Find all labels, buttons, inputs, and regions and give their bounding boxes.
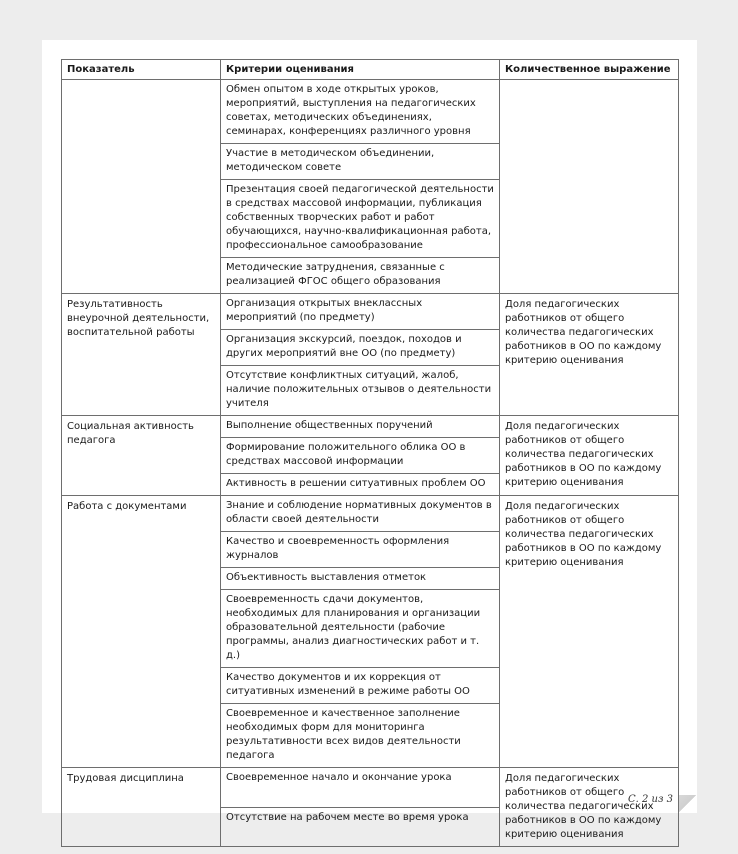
criterion-cell: Своевременное начало и окончание урока bbox=[221, 768, 500, 808]
quantity-cell: Доля педагогических работников от общего количества педагогических работников в ОО по каждому критерию оценивания bbox=[500, 416, 679, 496]
indicator-cell: Результативность внеурочной деятельности, воспитательной работы bbox=[62, 294, 221, 416]
indicator-cell: Трудовая дисциплина bbox=[62, 768, 221, 847]
table-row bbox=[62, 294, 679, 330]
indicator-cell bbox=[62, 80, 221, 294]
page-number: С. 2 из 3 bbox=[628, 794, 673, 805]
table-row bbox=[62, 768, 679, 808]
header-indicator: Показатель bbox=[62, 60, 221, 80]
criterion-cell: Качество и своевременность оформления журналов bbox=[221, 532, 500, 568]
criterion-cell: Отсутствие конфликтных ситуаций, жалоб, наличие положительных отзывов о деятельности учителя bbox=[221, 366, 500, 416]
criterion-cell: Организация экскурсий, поездок, походов и других мероприятий вне ОО (по предмету) bbox=[221, 330, 500, 366]
table-row bbox=[62, 416, 679, 438]
evaluation-criteria-table bbox=[61, 59, 679, 847]
criterion-cell: Активность в решении ситуативных проблем ОО bbox=[221, 474, 500, 496]
criterion-cell: Методические затруднения, связанные с реализацией ФГОС общего образования bbox=[221, 258, 500, 294]
page-corner-fold bbox=[678, 795, 697, 813]
criterion-cell: Презентация своей педагогической деятельности в средствах массовой информации, публикация собственных творческих работ и работ обучающихся, научно-квалификационная работа, профессиональное самообразование bbox=[221, 180, 500, 258]
header-quantity: Количественное выражение bbox=[500, 60, 679, 80]
criterion-cell: Выполнение общественных поручений bbox=[221, 416, 500, 438]
criterion-cell: Отсутствие на рабочем месте во время урока bbox=[221, 807, 500, 847]
quantity-cell: Доля педагогических работников от общего количества педагогических работников в ОО по каждому критерию оценивания bbox=[500, 496, 679, 768]
criterion-cell: Формирование положительного облика ОО в средствах массовой информации bbox=[221, 438, 500, 474]
criterion-cell: Участие в методическом объединении, методическом совете bbox=[221, 144, 500, 180]
indicator-cell: Работа с документами bbox=[62, 496, 221, 768]
table-header-row bbox=[62, 60, 679, 80]
indicator-cell: Социальная активность педагога bbox=[62, 416, 221, 496]
quantity-cell bbox=[500, 80, 679, 294]
quantity-cell: Доля педагогических работников от общего количества педагогических работников в ОО по каждому критерию оценивания bbox=[500, 768, 679, 847]
criterion-cell: Объективность выставления отметок bbox=[221, 568, 500, 590]
table-row bbox=[62, 80, 679, 144]
quantity-cell: Доля педагогических работников от общего количества педагогических работников в ОО по каждому критерию оценивания bbox=[500, 294, 679, 416]
criterion-cell: Организация открытых внеклассных мероприятий (по предмету) bbox=[221, 294, 500, 330]
table-row bbox=[62, 496, 679, 532]
table-body bbox=[62, 80, 679, 847]
header-criteria: Критерии оценивания bbox=[221, 60, 500, 80]
criterion-cell: Обмен опытом в ходе открытых уроков, мероприятий, выступления на педагогических советах, методических объединениях, семинарах, конференциях различного уровня bbox=[221, 80, 500, 144]
criterion-cell: Своевременное и качественное заполнение необходимых форм для мониторинга результативности всех видов деятельности педагога bbox=[221, 704, 500, 768]
criterion-cell: Знание и соблюдение нормативных документов в области своей деятельности bbox=[221, 496, 500, 532]
criterion-cell: Своевременность сдачи документов, необходимых для планирования и организации образовательной деятельности (рабочие программы, анализ диагностических работ и т. д.) bbox=[221, 590, 500, 668]
criterion-cell: Качество документов и их коррекция от ситуативных изменений в режиме работы ОО bbox=[221, 668, 500, 704]
